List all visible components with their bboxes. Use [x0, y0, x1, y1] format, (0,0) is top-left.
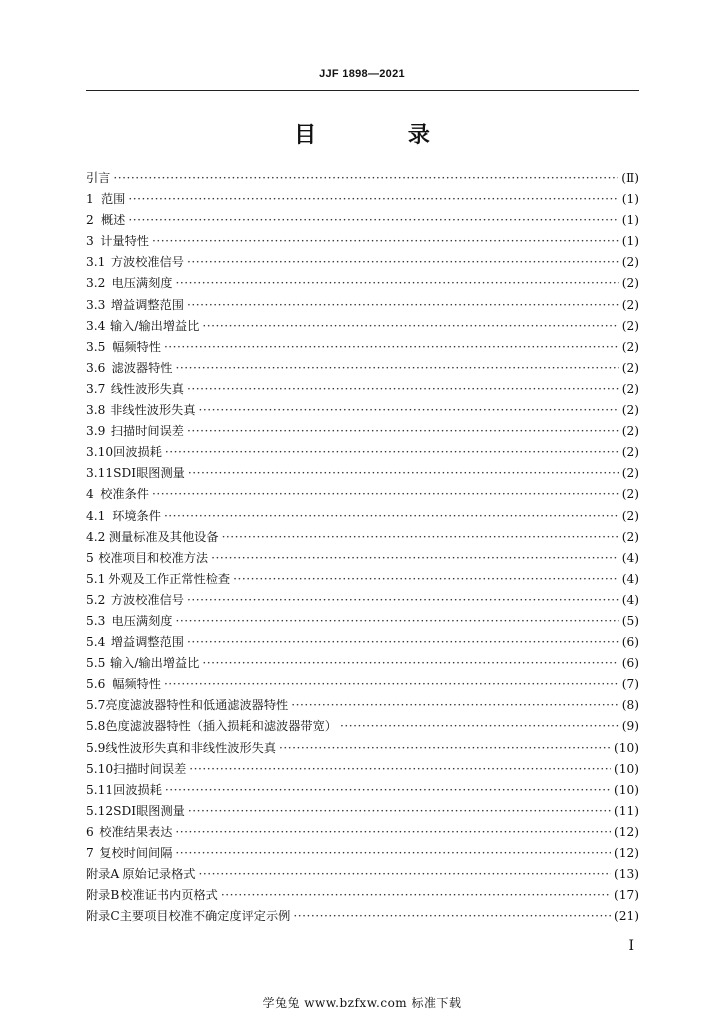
toc-entry	[86, 548, 639, 569]
toc-entry	[86, 801, 639, 822]
toc-entry-label: 计量特性	[100, 234, 149, 249]
toc-entry	[86, 463, 639, 484]
toc-entry-page: (2)	[621, 360, 639, 375]
toc-leader-dots	[340, 716, 619, 737]
toc-entry-label: 方波校准信号	[110, 255, 184, 270]
toc-entry	[86, 569, 639, 590]
toc-entry-page: (10)	[613, 740, 639, 755]
toc-entry	[86, 843, 639, 864]
toc-entry-number: 4.2	[86, 529, 106, 544]
toc-entry-label: 测量标准及其他设备	[108, 529, 219, 544]
toc-entry-number: 附录A	[86, 867, 120, 882]
toc-entry-page: (1)	[621, 192, 639, 207]
toc-entry-number: 4.1	[86, 508, 106, 523]
toc-entry-number: 3.2	[86, 276, 106, 291]
toc-entry	[86, 252, 639, 273]
toc-entry-page: (2)	[621, 529, 639, 544]
toc-leader-dots	[187, 295, 619, 316]
footer-watermark: 学兔兔 www.bzfxw.com 标准下载	[262, 996, 462, 1010]
toc-entry-number: 6	[86, 824, 94, 839]
toc-leader-dots	[164, 674, 619, 695]
document-header: JJF 1898—2021	[319, 68, 405, 80]
toc-entry	[86, 780, 639, 801]
toc-entry	[86, 590, 639, 611]
toc-entry-label: 校准项目和校准方法	[98, 550, 209, 565]
toc-entry-label: 线性波形失真	[110, 381, 184, 396]
toc-entry-label: 输入/输出增益比	[109, 318, 200, 333]
toc-entry-label: 非线性波形失真	[110, 403, 196, 418]
toc-entry-page: (2)	[621, 318, 639, 333]
toc-entry-page: (2)	[621, 339, 639, 354]
toc-entry-number: 5	[86, 550, 94, 565]
toc-entry-number: 5.3	[86, 613, 106, 628]
toc-entry-label: 范围	[100, 192, 126, 207]
toc-entry-number: 3.1	[86, 255, 106, 270]
toc-entry	[86, 316, 639, 337]
toc-entry	[86, 632, 639, 653]
toc-entry-number: 5.1	[86, 571, 106, 586]
toc-entry-label: 亮度滤波器特性和低通滤波器特性	[105, 698, 289, 713]
toc-leader-dots	[188, 463, 619, 484]
toc-entry-page: (2)	[621, 255, 639, 270]
toc-leader-dots	[175, 822, 611, 843]
toc-entry-page: (1)	[621, 213, 639, 228]
toc-leader-dots	[113, 168, 618, 189]
toc-entry	[86, 527, 639, 548]
toc-entry-label: 环境条件	[112, 508, 161, 523]
toc-entry	[86, 379, 639, 400]
toc-entry	[86, 506, 639, 527]
toc-entry	[86, 273, 639, 294]
toc-entry	[86, 210, 639, 231]
toc-entry	[86, 400, 639, 421]
toc-entry-page: (12)	[613, 846, 639, 860]
toc-entry-label: 扫描时间误差	[113, 761, 187, 776]
toc-entry-number: 3.7	[86, 381, 106, 396]
toc-entry-number: 3.4	[86, 318, 106, 333]
toc-entry	[86, 295, 639, 316]
toc-entry-page: (17)	[613, 888, 639, 903]
toc-entry-number: 5.8	[86, 719, 106, 734]
toc-entry-page: (4)	[621, 592, 639, 607]
toc-entry-page: (2)	[621, 508, 639, 523]
toc-entry-label: 电压满刻度	[111, 276, 173, 291]
toc-entry-page: (2)	[621, 466, 639, 481]
toc-entry-page: (11)	[613, 803, 639, 818]
toc-entry-number: 5.11	[86, 782, 114, 797]
toc-leader-dots	[221, 885, 611, 906]
toc-entry-label: 校准条件	[100, 487, 149, 502]
toc-leader-dots	[165, 442, 619, 463]
toc-leader-dots	[233, 569, 619, 590]
toc-entry	[86, 484, 639, 505]
toc-entry-number: 5.9	[86, 740, 106, 755]
toc-entry-page: (1)	[621, 234, 639, 249]
toc-entry-page: (21)	[613, 909, 639, 924]
toc-entry-number: 1	[86, 192, 94, 207]
toc-leader-dots	[199, 400, 619, 421]
toc-entry-page: (6)	[621, 656, 639, 671]
toc-entry-label: 输入/输出增益比	[109, 656, 200, 671]
toc-entry-label: 电压满刻度	[111, 613, 173, 628]
toc-entry-page: (12)	[613, 824, 639, 839]
toc-entry-label: 幅频特性	[112, 677, 161, 692]
toc-leader-dots	[175, 273, 618, 294]
toc-entry-number: 5.12	[86, 803, 114, 818]
toc-entry-label: 扫描时间误差	[110, 424, 184, 439]
toc-entry	[86, 358, 639, 379]
toc-entry-page: (9)	[621, 719, 639, 734]
toc-entry-number: 附录C	[86, 909, 120, 924]
toc-leader-dots	[202, 653, 618, 674]
toc-entry-number: 3	[86, 234, 94, 249]
toc-leader-dots	[175, 611, 618, 632]
toc-entry	[86, 674, 639, 695]
toc-leader-dots	[175, 358, 618, 379]
toc-entry-label: 校准证书内页格式	[120, 888, 218, 903]
toc-entry-number: 3.8	[86, 403, 106, 418]
toc-leader-dots	[165, 780, 611, 801]
toc-entry-page: (6)	[621, 635, 639, 650]
toc-entry-label: 主要项目校准不确定度评定示例	[119, 909, 291, 924]
header-rule	[86, 90, 639, 91]
toc-entry-number: 3.6	[86, 360, 106, 375]
toc-entry-page: (4)	[621, 571, 639, 586]
toc-entry-number: 4	[86, 487, 94, 502]
toc-entry-page: (13)	[613, 867, 639, 882]
toc-entry-number: 5.7	[86, 698, 106, 713]
toc-entry	[86, 738, 639, 759]
toc-leader-dots	[128, 189, 618, 210]
toc-leader-dots	[187, 632, 619, 653]
toc-entry-number: 5.10	[86, 761, 114, 776]
toc-entry-number: 3.10	[86, 445, 114, 460]
table-of-contents	[86, 168, 639, 927]
toc-leader-dots	[291, 695, 619, 716]
toc-entry-page: (10)	[613, 761, 639, 776]
toc-leader-dots	[198, 864, 611, 885]
toc-entry	[86, 421, 639, 442]
toc-entry-page: (5)	[621, 613, 639, 628]
toc-entry-label: 复校时间间隔	[99, 846, 173, 860]
toc-entry-number: 5.4	[86, 635, 106, 650]
toc-entry-label: 滤波器特性	[111, 360, 173, 375]
toc-entry	[86, 653, 639, 674]
toc-entry-label: 回波损耗	[113, 445, 162, 460]
toc-entry-page: (10)	[613, 782, 639, 797]
toc-entry-label: SDI眼图测量	[113, 803, 185, 818]
toc-entry-label: 方波校准信号	[110, 592, 184, 607]
toc-entry-label: 增益调整范围	[110, 297, 184, 312]
toc-entry-page: (2)	[621, 424, 639, 439]
toc-entry-number: 3.9	[86, 424, 106, 439]
toc-entry	[86, 611, 639, 632]
toc-entry-number: 5.2	[86, 592, 106, 607]
toc-entry-number: 5.6	[86, 677, 106, 692]
toc-entry-number: 附录B	[86, 888, 120, 903]
toc-leader-dots	[175, 843, 611, 864]
toc-entry	[86, 822, 639, 843]
toc-leader-dots	[164, 337, 619, 358]
toc-leader-dots	[152, 484, 619, 505]
toc-entry-page: (2)	[621, 297, 639, 312]
toc-entry	[86, 695, 639, 716]
toc-leader-dots	[152, 231, 619, 252]
toc-leader-dots	[211, 548, 619, 569]
toc-entry-number: 2	[86, 213, 94, 228]
toc-entry-label: 引言	[86, 171, 111, 185]
toc-leader-dots	[279, 738, 611, 759]
toc-leader-dots	[293, 906, 611, 927]
toc-leader-dots	[189, 759, 611, 780]
toc-entry-label: 原始记录格式	[122, 867, 196, 882]
toc-entry-label: 概述	[100, 213, 126, 228]
toc-entry	[86, 189, 639, 210]
toc-entry-label: 增益调整范围	[110, 635, 184, 650]
toc-entry	[86, 906, 639, 927]
toc-entry	[86, 716, 639, 737]
page-number: I	[628, 938, 634, 954]
toc-entry-label: 线性波形失真和非线性波形失真	[105, 740, 277, 755]
page-title: 目 录	[294, 122, 472, 148]
toc-entry-label: 外观及工作正常性检查	[108, 571, 231, 586]
toc-entry-label: 校准结果表达	[99, 824, 173, 839]
toc-entry-page: (2)	[621, 276, 639, 291]
toc-entry-label: SDI眼图测量	[113, 466, 185, 481]
toc-entry-page: (2)	[621, 403, 639, 418]
toc-entry-page: (2)	[621, 487, 639, 502]
toc-entry	[86, 759, 639, 780]
toc-leader-dots	[187, 590, 619, 611]
toc-leader-dots	[128, 210, 618, 231]
toc-entry	[86, 442, 639, 463]
toc-entry	[86, 168, 639, 189]
toc-entry	[86, 885, 639, 906]
toc-entry	[86, 231, 639, 252]
toc-entry-number: 7	[86, 846, 94, 860]
toc-leader-dots	[202, 316, 618, 337]
toc-leader-dots	[164, 506, 619, 527]
toc-entry-page: (7)	[621, 677, 639, 692]
toc-entry-label: 色度滤波器特性（插入损耗和滤波器带宽）	[105, 719, 337, 734]
toc-entry-label: 幅频特性	[112, 339, 161, 354]
toc-leader-dots	[187, 421, 619, 442]
toc-entry	[86, 864, 639, 885]
toc-entry-number: 3.11	[86, 466, 114, 481]
toc-entry-number: 3.3	[86, 297, 106, 312]
toc-leader-dots	[222, 527, 619, 548]
toc-entry-label: 回波损耗	[113, 782, 162, 797]
toc-entry-page: (4)	[621, 550, 639, 565]
toc-leader-dots	[187, 252, 619, 273]
toc-entry	[86, 337, 639, 358]
toc-entry-page: (8)	[621, 698, 639, 713]
toc-entry-page: (2)	[621, 445, 639, 460]
toc-leader-dots	[187, 379, 619, 400]
toc-leader-dots	[188, 801, 611, 822]
toc-entry-number: 5.5	[86, 656, 106, 671]
toc-entry-page: (2)	[621, 381, 639, 396]
toc-entry-number: 3.5	[86, 339, 106, 354]
toc-entry-page: (Ⅱ)	[621, 171, 639, 185]
